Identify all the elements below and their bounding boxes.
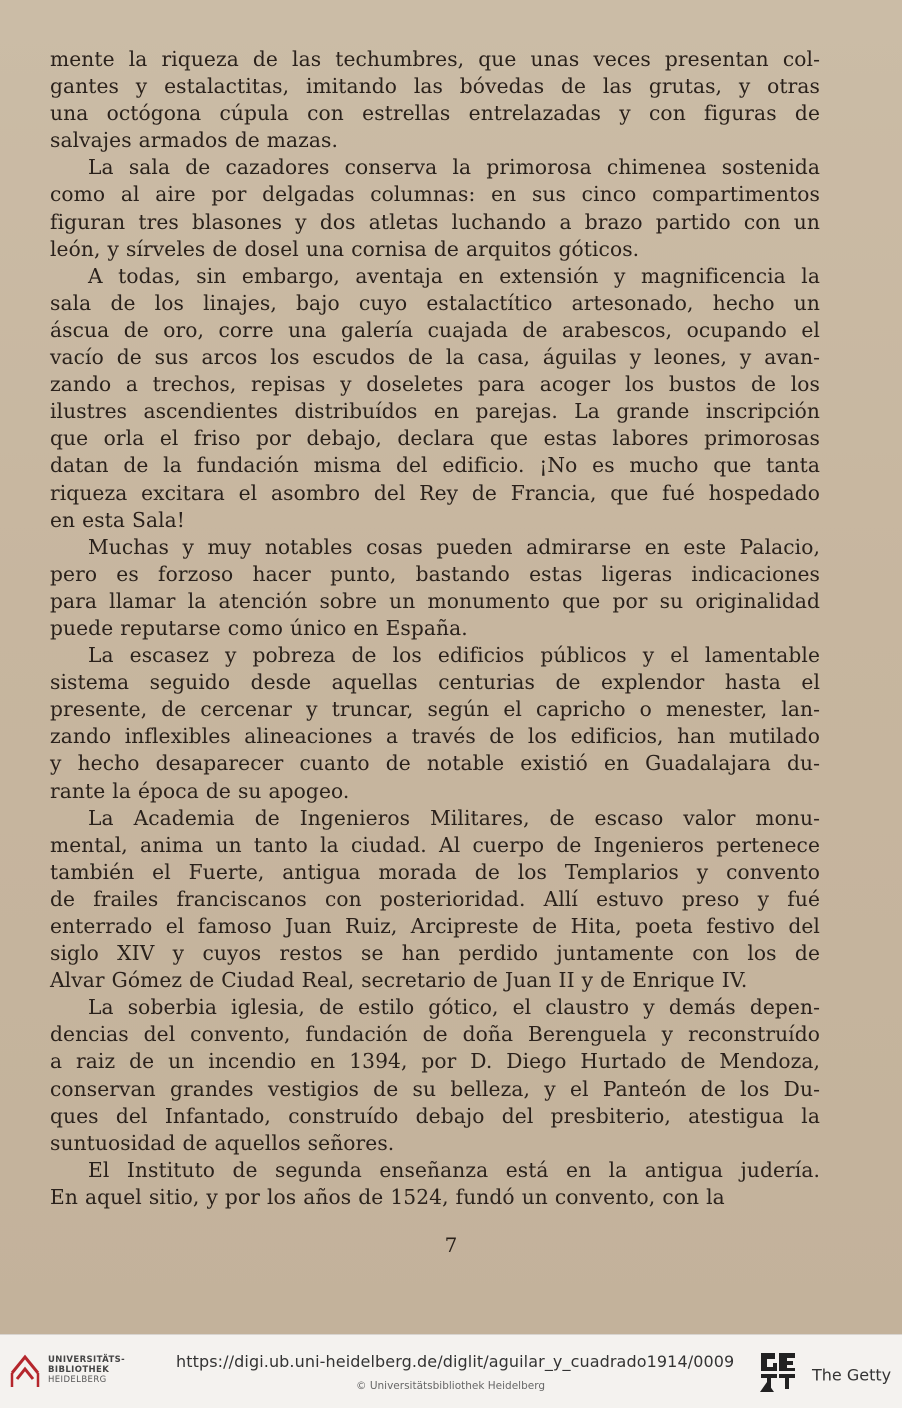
text-line: presente, de cercenar y truncar, según el capricho o menester, lan- — [50, 697, 820, 722]
university-name-line: HEIDELBERG — [48, 1375, 107, 1385]
text-line: que orla el friso por debajo, declara que estas labores primorosas — [50, 426, 820, 451]
text-line: En aquel sitio, y por los años de 1524, fundó un convento, con la — [50, 1184, 725, 1209]
page-number: 7 — [444, 1233, 458, 1257]
paragraph — [50, 805, 820, 995]
text-line: salvajes armados de mazas. — [50, 128, 339, 153]
text-line: La soberbia iglesia, de estilo gótico, el claustro y demás depen- — [88, 995, 820, 1020]
text-line: La escasez y pobreza de los edificios públicos y el lamentable — [88, 643, 820, 668]
paragraph — [50, 1157, 820, 1211]
copyright-notice: © Universitätsbibliothek Heidelberg — [356, 1380, 546, 1392]
text-line: siglo XIV y cuyos restos se han perdido juntamente con los de — [50, 941, 820, 966]
text-line: a raiz de un incendio en 1394, por D. Diego Hurtado de Mendoza, — [50, 1049, 820, 1074]
paragraph — [50, 46, 820, 154]
text-line: conservan grandes vestigios de su belleza, y el Panteón de los Du- — [50, 1076, 820, 1101]
university-library-name — [48, 1355, 125, 1385]
text-line: como al aire por delgadas columnas: en sus cinco compartimentos — [50, 182, 820, 207]
text-line: A todas, sin embargo, aventaja en extensión y magnificencia la — [88, 263, 820, 288]
text-line: rante la época de su apogeo. — [50, 778, 350, 803]
text-line: y hecho desaparecer cuanto de notable existió en Guadalajara du- — [50, 751, 820, 776]
text-line: dencias del convento, fundación de doña Berenguela y reconstruído — [50, 1022, 820, 1047]
text-line: gantes y estalactitas, imitando las bóvedas de las grutas, y otras — [50, 74, 820, 99]
paragraph — [50, 154, 820, 262]
paragraph — [50, 534, 820, 642]
text-line: riqueza excitara el asombro del Rey de Francia, que fué hospedado — [50, 480, 820, 505]
getty-logo-icon[interactable] — [757, 1349, 799, 1393]
text-line: en esta Sala! — [50, 507, 186, 532]
text-line: pero es forzoso hacer punto, bastando estas ligeras indicaciones — [50, 561, 820, 586]
text-line: suntuosidad de aquellos señores. — [50, 1130, 395, 1155]
body-text — [50, 46, 820, 1211]
text-line: Alvar Gómez de Ciudad Real, secretario de Juan II y de Enrique IV. — [50, 968, 748, 993]
text-line: para llamar la atención sobre un monumento que por su originalidad — [50, 588, 820, 613]
heidelberg-university-library-logo-icon[interactable] — [8, 1351, 42, 1391]
text-line: La Academia de Ingenieros Militares, de escaso valor monu- — [88, 805, 820, 830]
paragraph — [50, 263, 820, 534]
paragraph — [50, 994, 820, 1157]
text-line: enterrado el famoso Juan Ruiz, Arcipreste de Hita, poeta festivo del — [50, 914, 820, 938]
text-line: sala de los linajes, bajo cuyo estalactítico artesonado, hecho un — [50, 290, 820, 315]
text-line: áscua de oro, corre una galería cuajada de arabescos, ocupando el — [50, 317, 820, 342]
text-line: ques del Infantado, construído debajo del presbiterio, atestigua la — [50, 1103, 820, 1128]
document-url-link[interactable]: https://digi.ub.uni-heidelberg.de/diglit/aguilar_y_cuadrado1914/0009 — [176, 1352, 735, 1371]
text-line: vacío de sus arcos los escudos de la casa, águilas y leones, y avan- — [50, 345, 820, 370]
text-line: león, y sírveles de dosel una cornisa de arquitos góticos. — [50, 236, 640, 261]
university-name-line: UNIVERSITÄTS- — [48, 1355, 126, 1365]
text-line: zando a trechos, repisas y doseletes para acoger los bustos de los — [50, 372, 820, 397]
text-line: zando inflexibles alineaciones a través de los edificios, han mutilado — [50, 724, 820, 749]
viewer-footer — [0, 1334, 902, 1408]
text-line: figuran tres blasones y dos atletas luchando a brazo partido con un — [50, 209, 820, 234]
text-line: datan de la fundación misma del edificio. ¡No es mucho que tanta — [50, 453, 820, 478]
text-line: puede reputarse como único en España. — [50, 615, 468, 640]
text-line: El Instituto de segunda enseñanza está en la antigua judería. — [88, 1157, 820, 1182]
text-line: sistema seguido desde aquellas centurias de explendor hasta el — [50, 670, 820, 695]
getty-name: The Getty — [812, 1365, 892, 1385]
text-line: mente la riqueza de las techumbres, que unas veces presentan col- — [50, 47, 820, 71]
university-name-line: BIBLIOTHEK — [48, 1365, 110, 1375]
text-line: mental, anima un tanto la ciudad. Al cuerpo de Ingenieros pertenece — [50, 832, 820, 857]
text-line: de frailes franciscanos con posterioridad. Allí estuvo preso y fué — [50, 886, 820, 911]
text-line: una octógona cúpula con estrellas entrelazadas y con figuras de — [50, 101, 820, 126]
text-line: La sala de cazadores conserva la primorosa chimenea sostenida — [88, 155, 820, 180]
text-line: Muchas y muy notables cosas pueden admirarse en este Palacio, — [88, 534, 820, 559]
text-line: ilustres ascendientes distribuídos en parejas. La grande inscripción — [50, 399, 820, 424]
paragraph — [50, 642, 820, 805]
text-line: también el Fuerte, antigua morada de los Templarios y convento — [50, 859, 820, 884]
